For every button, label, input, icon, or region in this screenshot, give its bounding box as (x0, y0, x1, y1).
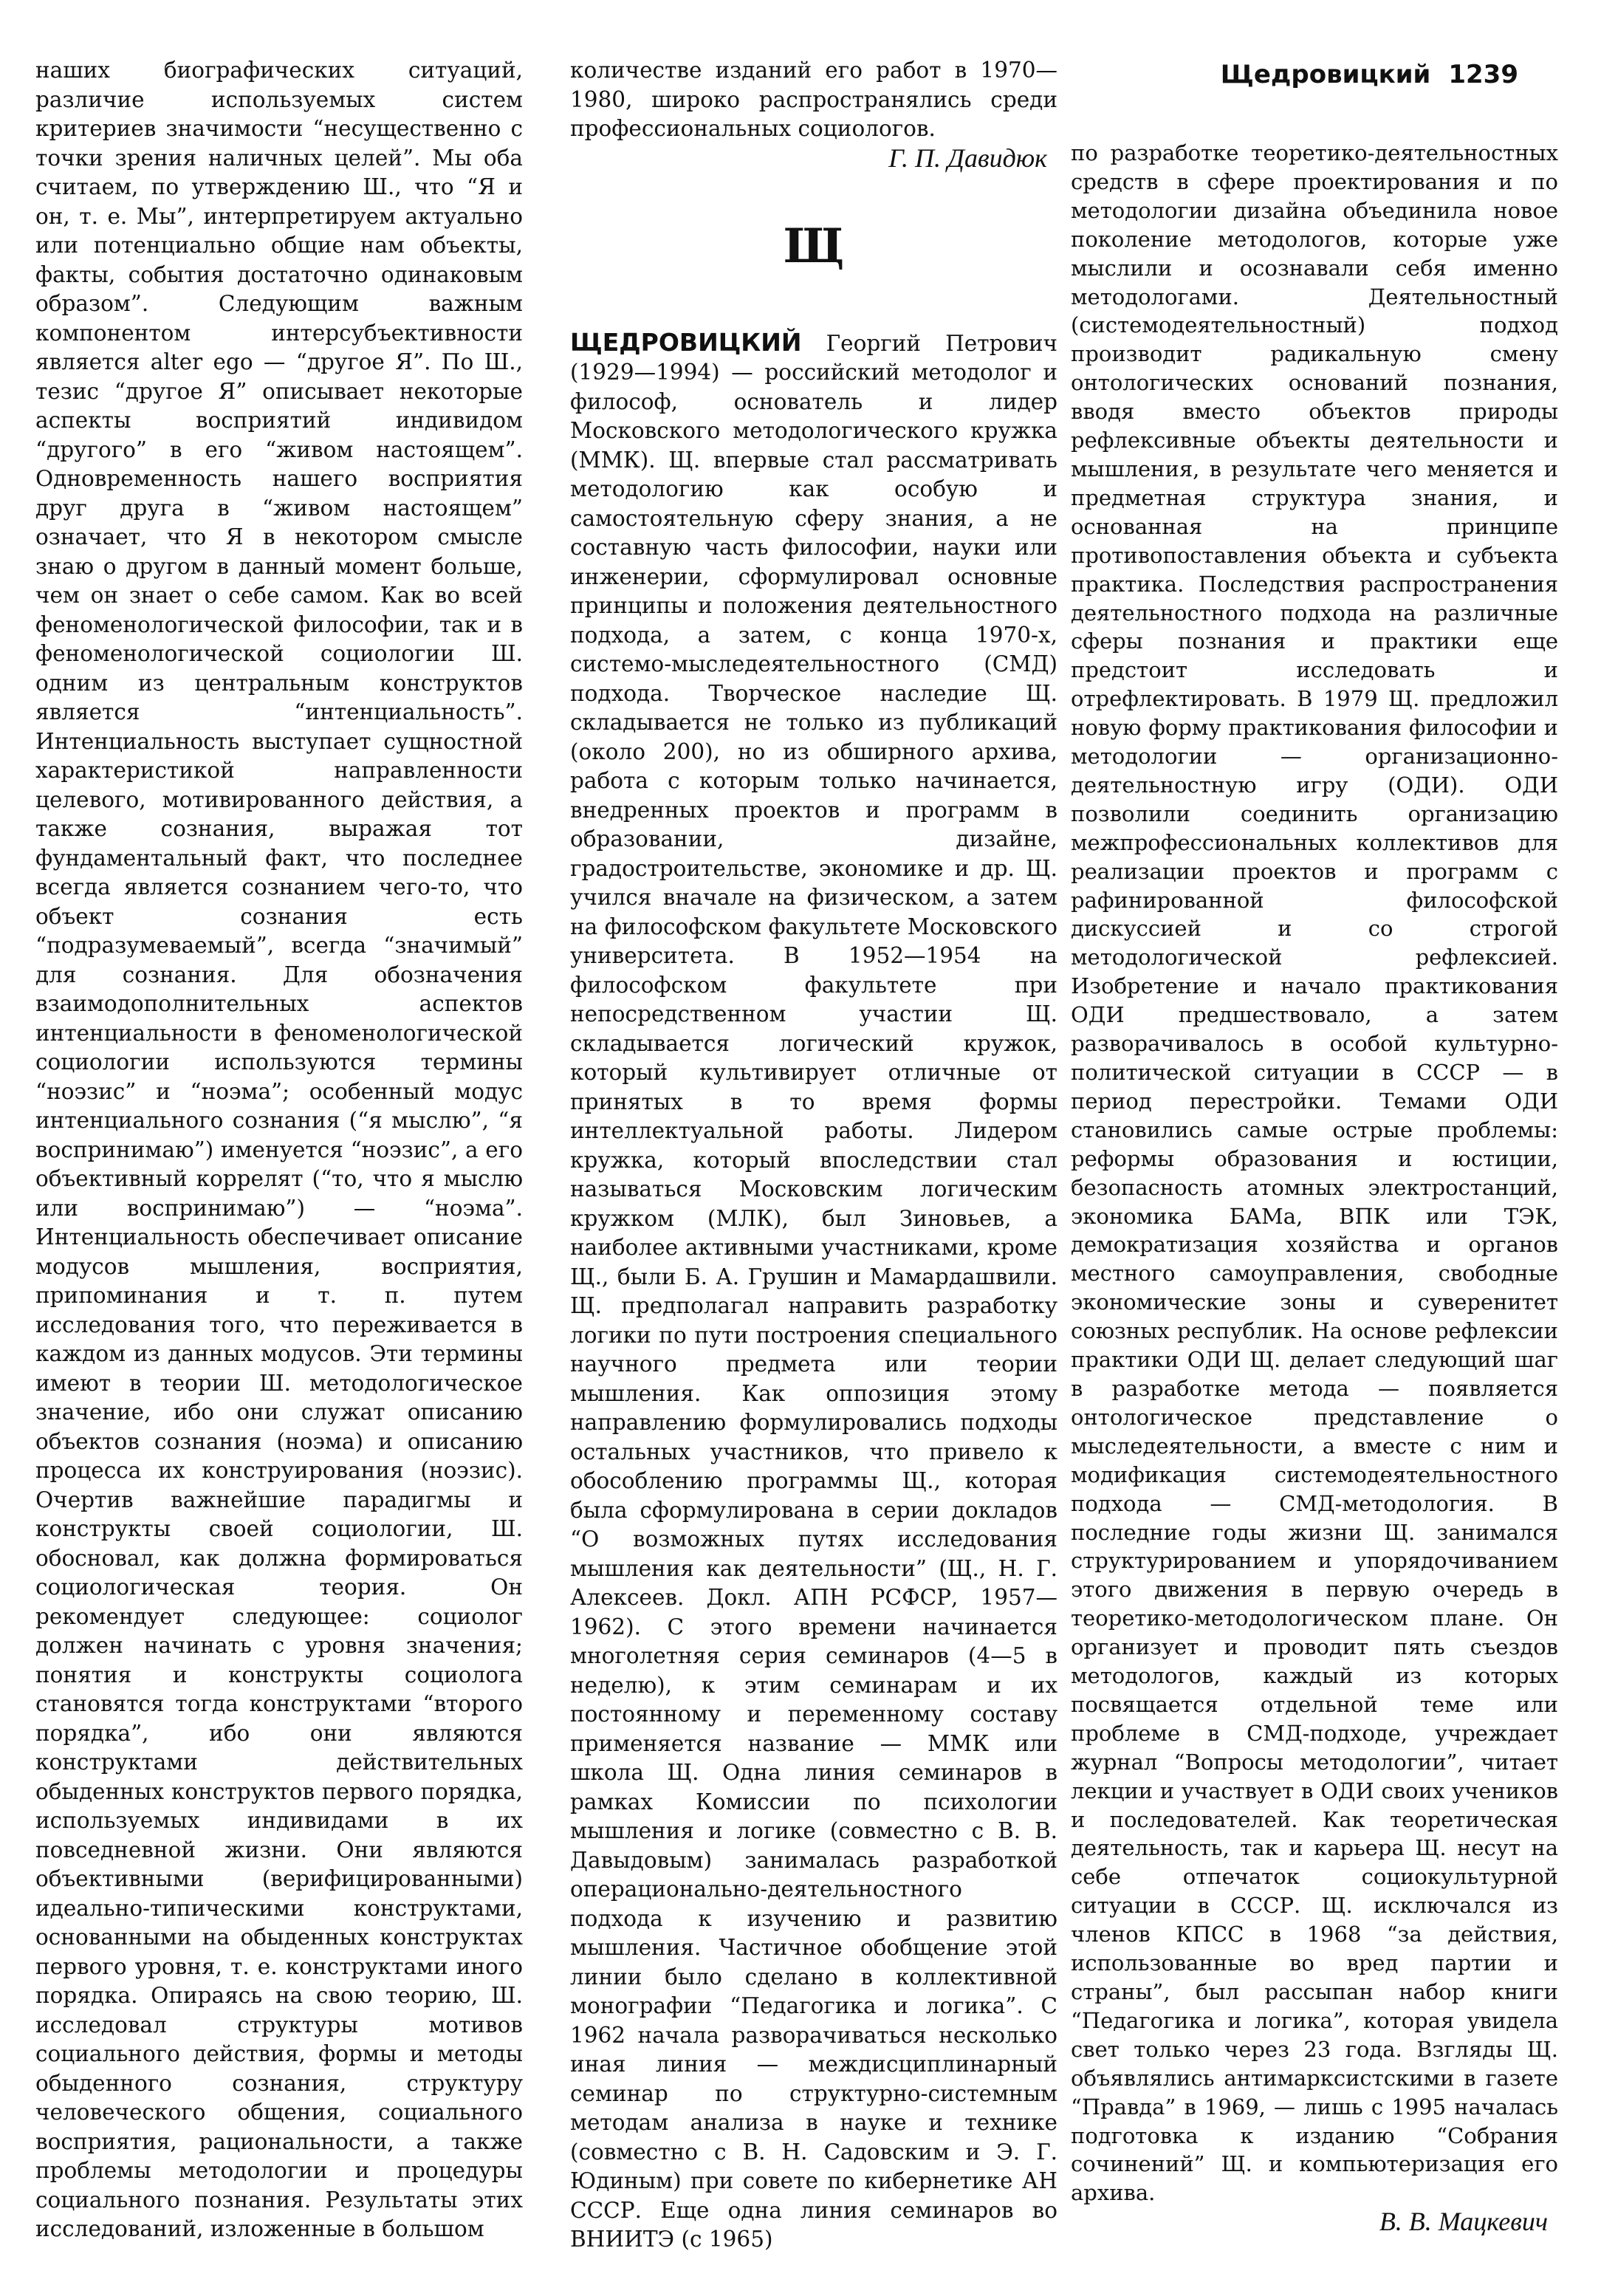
running-header (1221, 59, 1518, 90)
section-letter: Щ (783, 219, 845, 274)
entry-paragraph (570, 328, 1057, 2255)
header-title: Щедровицкий (1220, 60, 1431, 89)
text-column-left (35, 56, 523, 2244)
page-number: 1239 (1448, 60, 1518, 89)
text-column-right (1071, 139, 1558, 2236)
text-column-middle (570, 56, 1057, 2255)
column-left-text: наших биографических ситуаций, различие используемых систем критериев значимости “несущественно с точки зрения наличных целей”. Мы оба считаем, по утверждению Ш., что “Я и он, т. е. Мы”, интерпретируем актуально или потенциально общие нам объекты, факты, события достаточно одинаковым образом”. Следующим важным компонентом интерсубъективности является alter ego — “другое Я”. По Ш., тезис “другое Я” описывает некоторые аспекты восприятий индивидом “другого” в его “живом настоящем”. Одновременность нашего восприятия друг друга в “живом настоящем” означает, что Я в некотором смысле знаю о другом в данный момент больше, чем он знает о себе самом. Как во всей феноменологической философии, так и в феноменологической социологии Ш. одним из центральным конструктов является “интенциальность”. Интенциальность выступает сущностной характеристикой направленности целевого, мотивированного действия, а также сознания, выражая тот фундаментальный факт, что последнее всегда является сознанием чего-то, что объект сознания есть “подразумеваемый”, всегда “значимый” для сознания. Для обозначения взаимодополнительных аспектов интенциальности в феноменологической социологии используются термины “ноэзис” и “ноэма”; особенный модус интенциального сознания (“я мыслю”, “я воспринимаю”) именуется “ноэзис”, а его объективный коррелят (“то, что я мыслю или воспринимаю”) — “ноэма”. Интенциальность обеспечивает описание модусов мышления, восприятия, припоминания и т. п. путем исследования того, что переживается в каждом из данных модусов. Эти термины имеют в теории Ш. методологическое значение, ибо они служат описанию объектов сознания (ноэма) и описанию процесса их конструирования (ноэзис). Очертив важнейшие парадигмы и конструкты своей социологии, Ш. обосновал, как должна формироваться социологическая теория. Он рекомендует следующее: социолог должен начинать с уровня значения; понятия и конструкты социолога становятся тогда конструктами “второго порядка”, ибо они являются конструктами действительных обыденных конструктов первого порядка, используемых индивидами в их повседневной жизни. Они являются объективными (верифицированными) идеально-типическими конструктами, основанными на обыденных конструктах первого уровня, т. е. конструктами иного порядка. Опираясь на свою теорию, Ш. исследовал структуры мотивов социального действия, формы и методы обыденного сознания, структуру человеческого общения, социального восприятия, рациональности, а также проблемы методологии и процедуры социального познания. Результаты этих исследований, изложенные в большом (35, 58, 523, 2241)
entry-text-start: Георгий Петрович (1929—1994) — российский методолог и философ, основатель и лидер Московского методологического кружка (ММК). Щ. впервые стал рассматривать методологию как особую и самостоятельную сферу знания, а не составную часть философии, науки или инженерии, сформулировал основные принципы и положения деятельностного подхода, а затем, с конца 1970-х, системо-мыследеятельностного (СМД) подхода. Творческое наследие Щ. складывается не только из публикаций (около 200), но из обширного архива, работа с которым только начинается, внедренных проектов и программ в образовании, дизайне, градостроительстве, экономике и др. Щ. учился вначале на физическом, а затем на философском факультете Московского университета. В 1952—1954 на философском факультете при непосредственном участии Щ. складывается логический кружок, который культивирует отличные от принятых в то время формы интеллектуальной работы. Лидером кружка, который впоследствии стал называться Московским логическим кружком (МЛК), был Зиновьев, а наиболее активными участниками, кроме Щ., были Б. А. Грушин и Мамардашвили. Щ. предполагал направить разработку логики по пути построения специального научного предмета или теории мышления. Как оппозиция этому направлению формулировались подходы остальных участников, что привело к обособлению программы Щ., которая была сформулирована в серии докладов “О возможных путях исследования мышления как деятельности” (Щ., Н. Г. Алексеев. Докл. АПН РСФСР, 1957—1962). С этого времени начинается многолетняя серия семинаров (4—5 в неделю), к этим семинарам и их постоянному и переменному составу применяется название — ММК или школа Щ. Одна линия семинаров в рамках Комиссии по психологии мышления и логике (совместно с В. В. Давыдовым) занималась разработкой операционально-деятельностного подхода к изучению и развитию мышления. Частичное обобщение этой линии было сделано в коллективной монографии “Педагогика и логика”. С 1962 начала разворачиваться несколько иная линия — междисциплинарный семинар по структурно-системным методам анализа в науке и технике (совместно с В. Н. Садовским и Э. Г. Юдиным) при совете по кибернетике АН СССР. Еще одна линия семинаров во ВНИИТЭ (с 1965) (570, 330, 1057, 2252)
previous-entry-signature: Г. П. Давидюк (888, 143, 1047, 173)
previous-entry-ending: количестве изданий его работ в 1970—1980, широко распространялись среди профессиональных социологов. (570, 58, 1057, 141)
entry-signature: В. В. Мацкевич (1379, 2207, 1548, 2237)
entry-heading: ЩЕДРОВИЦКИЙ (570, 327, 802, 357)
entry-text-continued: по разработке теоретико-деятельностных средств в сфере проектирования и по методологии дизайна объединила новое поколение методологов, которые уже мыслили и осознавали себя именно методологами. Деятельностный (системодеятельностный) подход производит радикальную смену онтологических оснований познания, вводя вместо объектов природы рефлексивные объекты деятельности и мышления, в результате чего меняется и предметная структура знания, и основанная на принципе противопоставления объекта и субъекта практика. Последствия распространения деятельностного подхода на различные сферы познания и практики еще предстоит исследовать и отрефлектировать. В 1979 Щ. предложил новую форму практикования философии и методологии — организационно-деятельностную игру (ОДИ). ОДИ позволили соединить организацию межпрофессиональных коллективов для реализации проектов и программ с рафинированной философской дискуссией и со строгой методологической рефлексией. Изобретение и начало практикования ОДИ предшествовало, а затем разворачивалось в особой культурно-политической ситуации в СССР — в период перестройки. Темами ОДИ становились самые острые проблемы: реформы образования и юстиции, безопасность атомных электростанций, экономика БАМа, ВПК или ТЭК, демократизация хозяйства и органов местного самоуправления, свободные экономические зоны и суверенитет союзных республик. На основе рефлексии практики ОДИ Щ. делает следующий шаг в разработке метода — появляется онтологическое представление о мыследеятельности, а вместе с ним и модификация системодеятельностного подхода — СМД-методология. В последние годы жизни Щ. занимался структурированием и упорядочиванием этого движения в первую очередь в теоретико-методологическом плане. Он организует и проводит пять съездов методологов, каждый из которых посвящается отдельной теме или проблеме в СМД-подходе, учреждает журнал “Вопросы методологии”, читает лекции и участвует в ОДИ своих учеников и последователей. Как теоретическая деятельность, так и карьера Щ. несут на себе отпечаток социокультурной ситуации в СССР. Щ. исключался из членов КПСС в 1968 “за действия, использованные во вред партии и страны”, был рассыпан набор книги “Педагогика и логика”, которая увидела свет только через 23 года. Взгляды Щ. объявлялись антимарксистскими в газете “Правда” в 1969, — лишь с 1995 началась подготовка к изданию “Собрания сочинений” Щ. и компьютеризация его архива. (1071, 140, 1558, 2206)
